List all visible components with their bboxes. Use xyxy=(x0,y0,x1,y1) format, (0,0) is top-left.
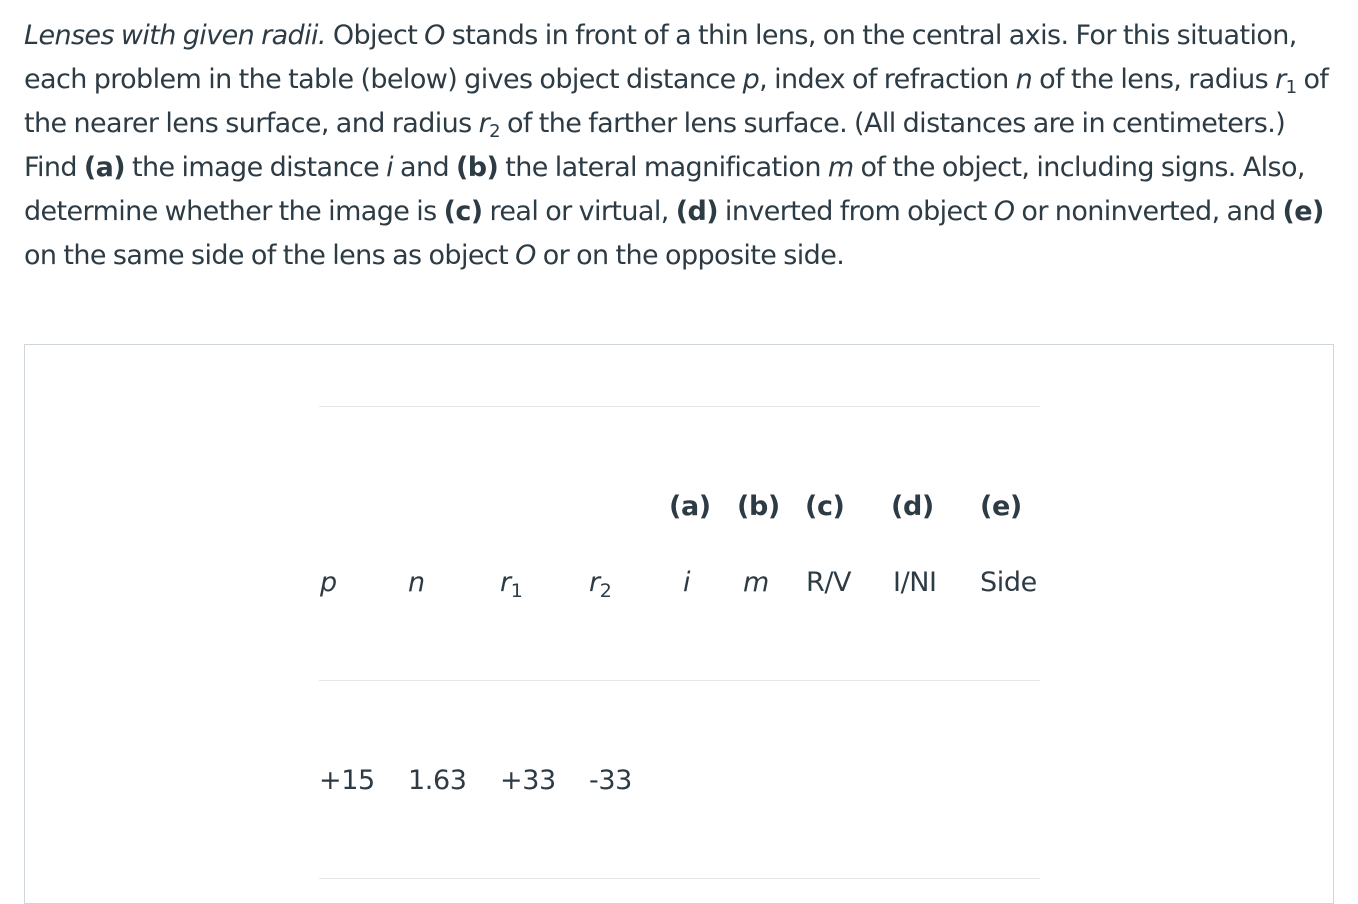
part-e-label: (e) xyxy=(1282,196,1324,227)
header-part-d: (d) xyxy=(891,491,934,522)
header-part-c: (c) xyxy=(805,491,845,522)
col-header-r2-symbol: r xyxy=(589,567,600,598)
text: of the farther lens surface. (All distances are in centimeters.) Find xyxy=(24,108,1286,183)
text: , index of refraction xyxy=(759,64,1016,95)
var-m: m xyxy=(827,152,854,183)
text: the image distance xyxy=(125,152,387,183)
table-top-rule xyxy=(319,406,1040,407)
table-frame xyxy=(24,344,1334,904)
var-i: i xyxy=(386,152,394,183)
col-header-p: p xyxy=(320,567,337,598)
text: and xyxy=(393,152,457,183)
text: of the object, including signs. Also, determine whether the image is xyxy=(24,152,1305,227)
problem-statement xyxy=(24,14,1334,278)
col-header-r1-sub: 1 xyxy=(510,580,523,602)
row-value-r1: +33 xyxy=(500,765,556,796)
text: of the nearer lens surface, and radius xyxy=(24,64,1329,139)
header-part-b: (b) xyxy=(737,491,780,522)
text: real or virtual, xyxy=(482,196,676,227)
col-header-r1-symbol: r xyxy=(500,567,511,598)
text: or noninverted, and xyxy=(1014,196,1283,227)
var-n: n xyxy=(1015,64,1033,95)
col-header-rv: R/V xyxy=(806,567,852,598)
text: or on the opposite side. xyxy=(535,240,845,271)
problem-title: Lenses with given radii. xyxy=(24,20,326,51)
col-header-m: m xyxy=(743,567,769,598)
col-header-ini: I/NI xyxy=(893,567,937,598)
row-value-r2: -33 xyxy=(589,765,632,796)
text: the lateral magnification xyxy=(498,152,828,183)
col-header-r2-sub: 2 xyxy=(599,580,612,602)
col-header-i: i xyxy=(683,567,691,598)
text: inverted from object xyxy=(717,196,994,227)
header-part-e: (e) xyxy=(980,491,1022,522)
var-O: O xyxy=(515,240,536,271)
part-a-label: (a) xyxy=(83,152,126,183)
text: stands in front of a thin lens, on the central axis. For this situation, each problem in the table (below) gives object distance xyxy=(24,20,1297,95)
part-c-label: (c) xyxy=(443,196,483,227)
var-r1: r xyxy=(1275,64,1286,95)
var-O: O xyxy=(424,20,445,51)
table-row-rule xyxy=(319,878,1040,879)
header-part-a: (a) xyxy=(669,491,711,522)
col-header-r2 xyxy=(589,567,612,602)
col-header-n: n xyxy=(408,567,425,598)
text: of the lens, radius xyxy=(1032,64,1276,95)
row-value-p: +15 xyxy=(319,765,375,796)
text: on the same side of the lens as object xyxy=(24,240,516,271)
col-header-side: Side xyxy=(980,567,1037,598)
table-header-rule xyxy=(319,680,1040,681)
row-value-n: 1.63 xyxy=(408,765,467,796)
part-b-label: (b) xyxy=(456,152,499,183)
var-p: p xyxy=(742,64,760,95)
col-header-r1 xyxy=(500,567,523,602)
part-d-label: (d) xyxy=(675,196,718,227)
var-r2-sub: 2 xyxy=(489,121,500,142)
text: Object xyxy=(325,20,425,51)
var-r2: r xyxy=(478,108,490,139)
var-O: O xyxy=(993,196,1015,227)
var-r1-sub: 1 xyxy=(1285,77,1297,98)
